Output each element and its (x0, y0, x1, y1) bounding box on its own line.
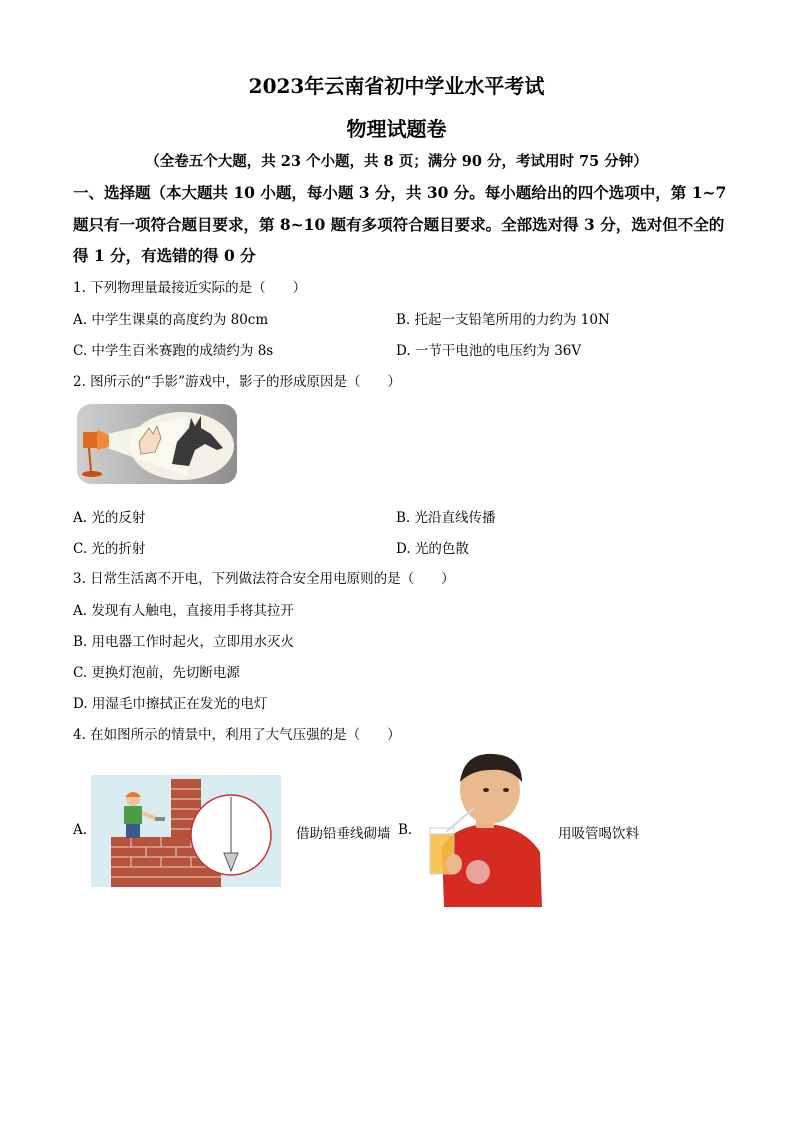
q1-option-b: B. 托起一支铅笔所用的力约为 10N (396, 312, 610, 328)
q4-option-a-text: 借助铅垂线砌墙 (296, 826, 391, 842)
q2-option-d: D. 光的色散 (396, 541, 469, 557)
q4-option-b-label: B. (398, 822, 413, 838)
boy-drinking-straw-figure (424, 752, 544, 907)
exam-note: （全卷五个大题，共 23 个小题，共 8 页；满分 90 分，考试用时 75 分钟） (145, 153, 648, 170)
exam-title: 2023年云南省初中学业水平考试 (248, 74, 545, 98)
section1-line1: 一、选择题（本大题共 10 小题，每小题 3 分，共 30 分。每小题给出的四个选项中，第 1~7 (73, 183, 727, 202)
bricklayer-plumb-line-figure (91, 775, 281, 887)
q2-option-b: B. 光沿直线传播 (396, 510, 496, 526)
section1-line3: 得 1 分，有选错的得 0 分 (73, 246, 256, 265)
q1-option-a: A. 中学生课桌的高度约为 80cm (73, 312, 269, 328)
exam-subtitle: 物理试题卷 (346, 117, 447, 141)
q3-option-d: D. 用湿毛巾擦拭正在发光的电灯 (73, 696, 268, 712)
q3-option-a: A. 发现有人触电，直接用手将其拉开 (73, 603, 294, 619)
section1-line2: 题只有一项符合题目要求，第 8~10 题有多项符合题目要求。全部选对得 3 分，选对但不全的 (73, 215, 725, 234)
q2-option-c: C. 光的折射 (73, 541, 146, 557)
q2-stem: 2. 图所示的“手影”游戏中，影子的形成原因是（ ） (73, 374, 401, 390)
q1-option-c: C. 中学生百米赛跑的成绩约为 8s (73, 343, 274, 359)
q3-option-c: C. 更换灯泡前，先切断电源 (73, 665, 240, 681)
q3-option-b: B. 用电器工作时起火，立即用水灭火 (73, 634, 295, 650)
q2-option-a: A. 光的反射 (73, 510, 146, 526)
q4-option-a-label: A. (73, 822, 88, 838)
q1-stem: 1. 下列物理量最接近实际的是（ ） (73, 280, 307, 296)
q1-option-d: D. 一节干电池的电压约为 36V (396, 343, 582, 359)
q3-stem: 3. 日常生活离不开电，下列做法符合安全用电原则的是（ ） (73, 571, 455, 587)
hand-shadow-figure (77, 404, 237, 484)
q4-stem: 4. 在如图所示的情景中，利用了大气压强的是（ ） (73, 727, 401, 743)
q4-option-b-text: 用吸管喝饮料 (558, 826, 639, 842)
